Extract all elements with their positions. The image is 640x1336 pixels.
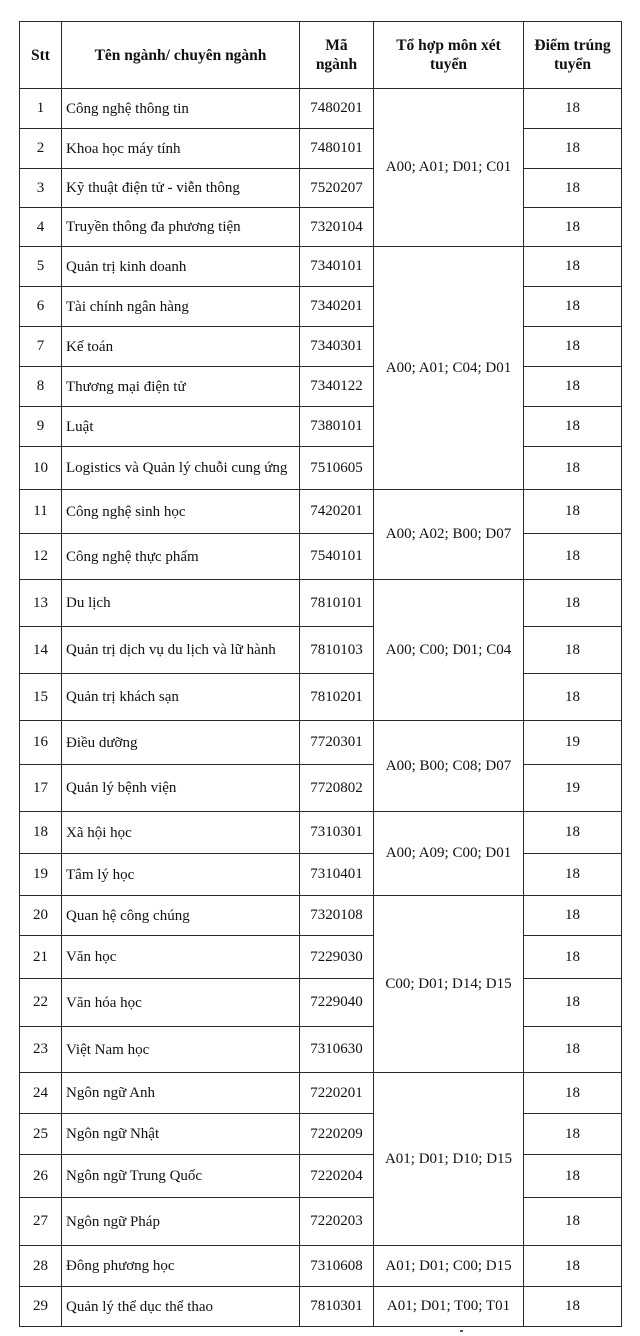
- table-row: [20, 1027, 622, 1073]
- combo-cell: A00; A01; C04; D01: [374, 247, 524, 490]
- row-name: Tài chính ngân hàng: [62, 287, 300, 327]
- row-stt: 19: [20, 854, 62, 896]
- header-combo: Tổ hợp môn xét tuyển: [374, 22, 524, 89]
- row-score: 18: [524, 1114, 622, 1155]
- row-name: Ngôn ngữ Trung Quốc: [62, 1155, 300, 1198]
- row-score: 18: [524, 1155, 622, 1198]
- row-score: 18: [524, 1287, 622, 1327]
- row-score: 18: [524, 367, 622, 407]
- row-code: 7420201: [300, 490, 374, 534]
- row-name: Thương mại điện tử: [62, 367, 300, 407]
- table-row: [20, 896, 622, 936]
- row-score: 18: [524, 208, 622, 247]
- combo-cell: C00; D01; D14; D15: [374, 896, 524, 1073]
- row-code: 7810301: [300, 1287, 374, 1327]
- row-name: Điều dưỡng: [62, 721, 300, 765]
- row-stt: 14: [20, 627, 62, 674]
- row-name: Logistics và Quản lý chuỗi cung ứng: [62, 447, 300, 490]
- row-name: Quan hệ công chúng: [62, 896, 300, 936]
- table-row: [20, 129, 622, 169]
- row-stt: 11: [20, 490, 62, 534]
- row-code: 7720802: [300, 765, 374, 812]
- combo-cell: A00; B00; C08; D07: [374, 721, 524, 812]
- row-score: 18: [524, 534, 622, 580]
- row-stt: 9: [20, 407, 62, 447]
- admission-scores-table: [19, 21, 622, 1327]
- row-score: 18: [524, 129, 622, 169]
- row-stt: 2: [20, 129, 62, 169]
- row-name: Luật: [62, 407, 300, 447]
- row-score: 18: [524, 447, 622, 490]
- row-score: 18: [524, 936, 622, 979]
- row-stt: 10: [20, 447, 62, 490]
- row-code: 7310401: [300, 854, 374, 896]
- table-row: [20, 89, 622, 129]
- table-row: [20, 936, 622, 979]
- table-row: [20, 490, 622, 534]
- row-stt: 17: [20, 765, 62, 812]
- row-code: 7220201: [300, 1073, 374, 1114]
- header-stt: Stt: [20, 22, 62, 89]
- row-score: 19: [524, 721, 622, 765]
- row-name: Xã hội học: [62, 812, 300, 854]
- table-row: [20, 327, 622, 367]
- row-code: 7480101: [300, 129, 374, 169]
- table-row: [20, 247, 622, 287]
- table-row: [20, 1155, 622, 1198]
- row-code: 7220203: [300, 1198, 374, 1246]
- table-row: [20, 854, 622, 896]
- row-stt: 26: [20, 1155, 62, 1198]
- row-stt: 28: [20, 1246, 62, 1287]
- row-code: 7720301: [300, 721, 374, 765]
- row-stt: 22: [20, 979, 62, 1027]
- row-code: 7310630: [300, 1027, 374, 1073]
- table-row: [20, 812, 622, 854]
- row-stt: 13: [20, 580, 62, 627]
- row-name: Đông phương học: [62, 1246, 300, 1287]
- combo-cell: A01; D01; C00; D15: [374, 1246, 524, 1287]
- table-row: [20, 169, 622, 208]
- row-score: 18: [524, 1198, 622, 1246]
- table-row: [20, 721, 622, 765]
- row-stt: 16: [20, 721, 62, 765]
- row-code: 7810103: [300, 627, 374, 674]
- row-name: Quản lý thể dục thể thao: [62, 1287, 300, 1327]
- header-name: Tên ngành/ chuyên ngành: [62, 22, 300, 89]
- row-score: 18: [524, 169, 622, 208]
- row-score: 19: [524, 765, 622, 812]
- row-name: Kế toán: [62, 327, 300, 367]
- row-code: 7320108: [300, 896, 374, 936]
- row-score: 18: [524, 1073, 622, 1114]
- row-name: Công nghệ thực phẩm: [62, 534, 300, 580]
- row-score: 18: [524, 327, 622, 367]
- row-stt: 18: [20, 812, 62, 854]
- row-name: Khoa học máy tính: [62, 129, 300, 169]
- table-row: [20, 674, 622, 721]
- row-code: 7340201: [300, 287, 374, 327]
- row-stt: 23: [20, 1027, 62, 1073]
- row-stt: 24: [20, 1073, 62, 1114]
- row-code: 7380101: [300, 407, 374, 447]
- table-row: [20, 1287, 622, 1327]
- row-code: 7480201: [300, 89, 374, 129]
- row-stt: 27: [20, 1198, 62, 1246]
- row-name: Công nghệ sinh học: [62, 490, 300, 534]
- combo-cell: A00; C00; D01; C04: [374, 580, 524, 721]
- table-row: [20, 1246, 622, 1287]
- row-name: Truyền thông đa phương tiện: [62, 208, 300, 247]
- table-row: [20, 1114, 622, 1155]
- row-code: 7810101: [300, 580, 374, 627]
- row-code: 7229030: [300, 936, 374, 979]
- combo-cell: A01; D01; D10; D15: [374, 1073, 524, 1246]
- row-stt: 15: [20, 674, 62, 721]
- row-stt: 1: [20, 89, 62, 129]
- row-name: Ngôn ngữ Pháp: [62, 1198, 300, 1246]
- row-stt: 29: [20, 1287, 62, 1327]
- row-score: 18: [524, 580, 622, 627]
- table-row: [20, 367, 622, 407]
- row-code: 7810201: [300, 674, 374, 721]
- header-code: Mã ngành: [300, 22, 374, 89]
- row-code: 7340122: [300, 367, 374, 407]
- row-score: 18: [524, 490, 622, 534]
- row-code: 7310301: [300, 812, 374, 854]
- table-row: [20, 447, 622, 490]
- row-stt: 12: [20, 534, 62, 580]
- row-name: Ngôn ngữ Anh: [62, 1073, 300, 1114]
- table-row: [20, 627, 622, 674]
- row-stt: 4: [20, 208, 62, 247]
- row-score: 18: [524, 89, 622, 129]
- row-stt: 3: [20, 169, 62, 208]
- row-stt: 8: [20, 367, 62, 407]
- row-name: Văn hóa học: [62, 979, 300, 1027]
- row-name: Quản trị khách sạn: [62, 674, 300, 721]
- row-score: 18: [524, 627, 622, 674]
- table-row: [20, 534, 622, 580]
- table-row: [20, 208, 622, 247]
- table-row: [20, 1198, 622, 1246]
- row-code: 7320104: [300, 208, 374, 247]
- row-name: Tâm lý học: [62, 854, 300, 896]
- row-code: 7310608: [300, 1246, 374, 1287]
- scan-speck: [460, 1330, 463, 1332]
- row-stt: 7: [20, 327, 62, 367]
- table-row: [20, 765, 622, 812]
- row-name: Quản lý bệnh viện: [62, 765, 300, 812]
- row-name: Kỹ thuật điện tử - viễn thông: [62, 169, 300, 208]
- row-stt: 6: [20, 287, 62, 327]
- row-stt: 25: [20, 1114, 62, 1155]
- row-score: 18: [524, 1027, 622, 1073]
- row-name: Quản trị dịch vụ du lịch và lữ hành: [62, 627, 300, 674]
- row-code: 7340101: [300, 247, 374, 287]
- row-code: 7510605: [300, 447, 374, 490]
- combo-cell: A00; A01; D01; C01: [374, 89, 524, 247]
- row-stt: 21: [20, 936, 62, 979]
- row-name: Văn học: [62, 936, 300, 979]
- row-score: 18: [524, 896, 622, 936]
- row-score: 18: [524, 812, 622, 854]
- row-score: 18: [524, 979, 622, 1027]
- row-code: 7520207: [300, 169, 374, 208]
- row-code: 7220209: [300, 1114, 374, 1155]
- row-code: 7540101: [300, 534, 374, 580]
- row-name: Ngôn ngữ Nhật: [62, 1114, 300, 1155]
- row-code: 7220204: [300, 1155, 374, 1198]
- row-stt: 20: [20, 896, 62, 936]
- row-score: 18: [524, 247, 622, 287]
- combo-cell: A01; D01; T00; T01: [374, 1287, 524, 1327]
- row-name: Công nghệ thông tin: [62, 89, 300, 129]
- row-name: Quản trị kinh doanh: [62, 247, 300, 287]
- row-code: 7229040: [300, 979, 374, 1027]
- combo-cell: A00; A02; B00; D07: [374, 490, 524, 580]
- combo-cell: A00; A09; C00; D01: [374, 812, 524, 896]
- row-code: 7340301: [300, 327, 374, 367]
- row-score: 18: [524, 854, 622, 896]
- table-row: [20, 580, 622, 627]
- row-name: Việt Nam học: [62, 1027, 300, 1073]
- row-name: Du lịch: [62, 580, 300, 627]
- header-row: [20, 22, 622, 89]
- header-score: Điểm trúng tuyển: [524, 22, 622, 89]
- table-row: [20, 1073, 622, 1114]
- row-score: 18: [524, 287, 622, 327]
- table-row: [20, 287, 622, 327]
- row-stt: 5: [20, 247, 62, 287]
- table-row: [20, 979, 622, 1027]
- row-score: 18: [524, 1246, 622, 1287]
- row-score: 18: [524, 674, 622, 721]
- row-score: 18: [524, 407, 622, 447]
- table-row: [20, 407, 622, 447]
